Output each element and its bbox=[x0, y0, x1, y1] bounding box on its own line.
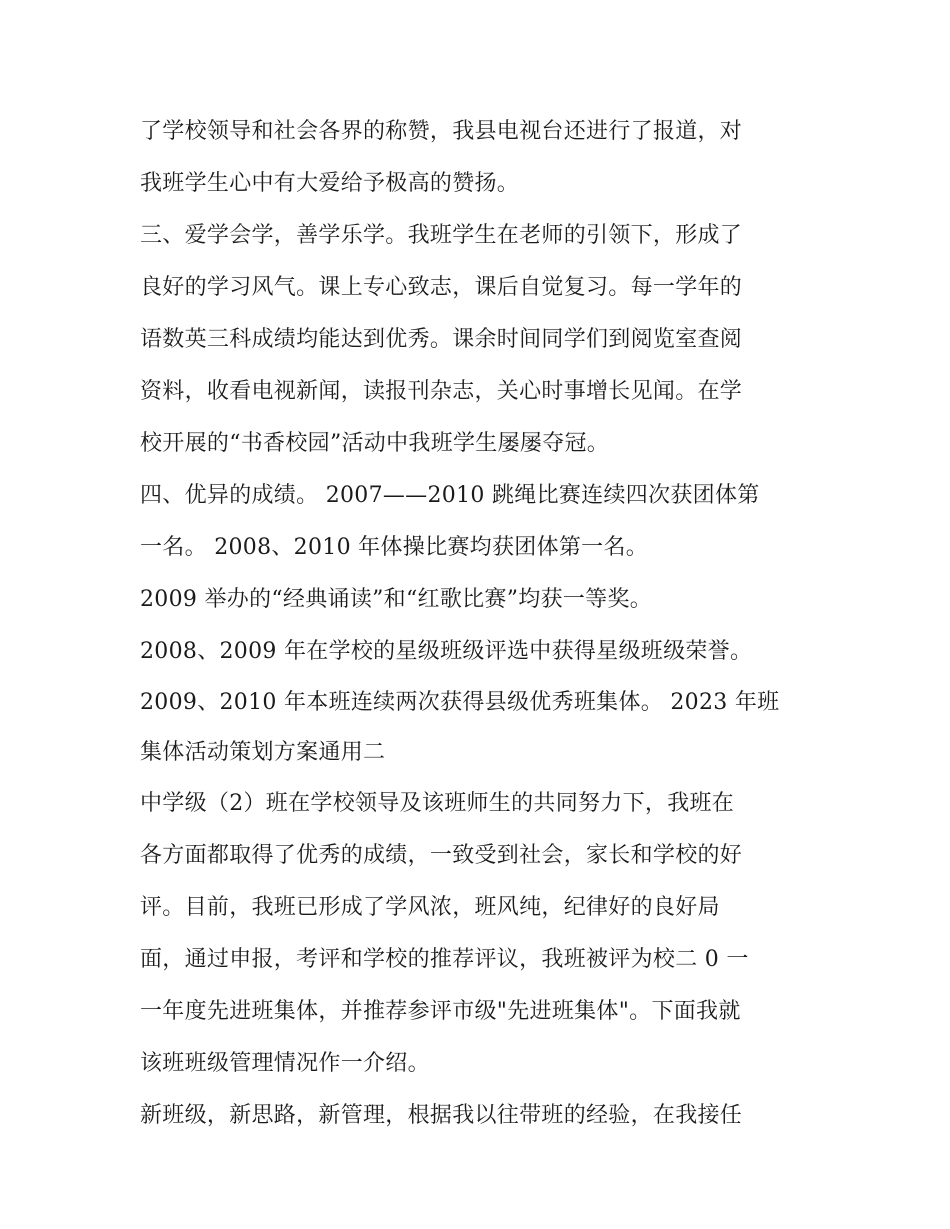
text-line: 各方面都取得了优秀的成绩，一致受到社会，家长和学校的好 bbox=[140, 843, 743, 868]
text-line: 2009、2010 年本班连续两次获得县级优秀班集体。 2023 年班 bbox=[140, 690, 780, 715]
text-line: 新班级，新思路，新管理，根据我以往带班的经验，在我接任 bbox=[140, 1103, 743, 1128]
text-line: 良好的学习风气。课上专心致志，课后自觉复习。每一学年的 bbox=[140, 275, 743, 300]
text-line: 一名。 2008、2010 年体操比赛均获团体第一名。 bbox=[140, 535, 649, 560]
text-line: 集体活动策划方案通用二 bbox=[140, 740, 386, 765]
text-line: 四、优异的成绩。 2007——2010 跳绳比赛连续四次获团体第 bbox=[140, 483, 760, 508]
text-line: 面，通过申报，考评和学校的推荐评议，我班被评为校二 0 一 bbox=[140, 947, 749, 972]
text-line: 中学级（2）班在学校领导及该班师生的共同努力下，我班在 bbox=[140, 791, 735, 816]
text-line: 资料，收看电视新闻，读报刊杂志，关心时事增长见闻。在学 bbox=[140, 379, 743, 404]
text-line: 一年度先进班集体，并推荐参评市级"先进班集体"。下面我就 bbox=[140, 999, 741, 1024]
text-line: 我班学生心中有大爱给予极高的赞扬。 bbox=[140, 171, 520, 196]
text-line: 语数英三科成绩均能达到优秀。课余时间同学们到阅览室查阅 bbox=[140, 327, 743, 352]
text-line: 校开展的“书香校园”活动中我班学生屡屡夺冠。 bbox=[140, 431, 610, 456]
text-line: 该班班级管理情况作一介绍。 bbox=[140, 1051, 430, 1076]
document-body bbox=[140, 106, 820, 1142]
text-line: 2009 举办的“经典诵读”和“红歌比赛”均获一等奖。 bbox=[140, 587, 653, 612]
text-line: 2008、2009 年在学校的星级班级评选中获得星级班级荣誉。 bbox=[140, 639, 753, 664]
text-line: 评。目前，我班已形成了学风浓，班风纯，纪律好的良好局 bbox=[140, 895, 720, 920]
text-line: 了学校领导和社会各界的称赞，我县电视台还进行了报道，对 bbox=[140, 119, 743, 144]
text-line: 三、爱学会学，善学乐学。我班学生在老师的引领下，形成了 bbox=[140, 223, 743, 248]
